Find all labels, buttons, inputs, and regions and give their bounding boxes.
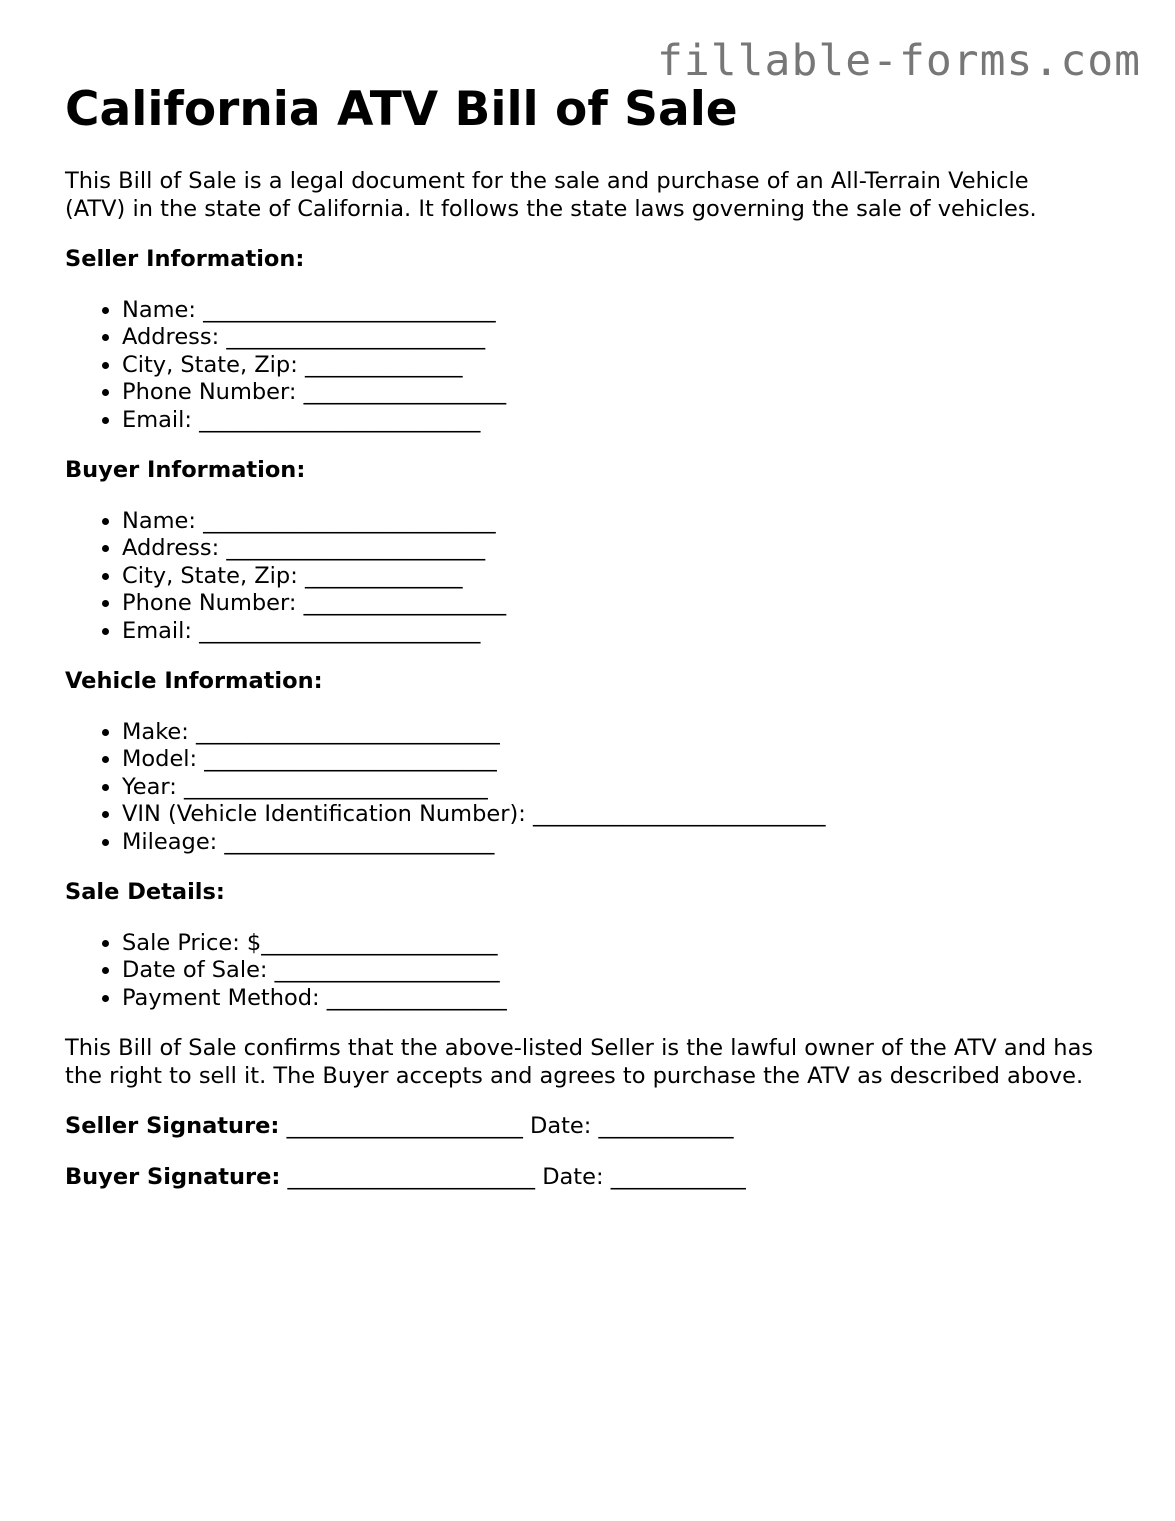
buyer-info-heading: Buyer Information: <box>65 457 306 483</box>
sale-details-heading: Sale Details: <box>65 879 225 905</box>
seller-address-field[interactable]: • Address: _______________________ <box>122 324 1145 352</box>
vehicle-vin-field[interactable]: • VIN (Vehicle Identification Number): __________________________ <box>122 801 1145 829</box>
document-body <box>65 82 1145 1191</box>
buyer-name-field[interactable]: • Name: __________________________ <box>122 508 1145 536</box>
buyer-info-list <box>65 508 1145 646</box>
seller-name-field[interactable]: • Name: __________________________ <box>122 297 1145 325</box>
seller-signature-blank[interactable]: _____________________ Date: ____________ <box>279 1113 734 1139</box>
seller-email-field[interactable]: • Email: _________________________ <box>122 407 1145 435</box>
buyer-address-field[interactable]: • Address: _______________________ <box>122 535 1145 563</box>
seller-phone-field[interactable]: • Phone Number: __________________ <box>122 379 1145 407</box>
vehicle-model-field[interactable]: • Model: __________________________ <box>122 746 1145 774</box>
buyer-signature-label: Buyer Signature: <box>65 1163 281 1190</box>
buyer-email-field[interactable]: • Email: _________________________ <box>122 618 1145 646</box>
seller-city-state-zip-field[interactable]: • City, State, Zip: ______________ <box>122 352 1145 380</box>
seller-signature-label: Seller Signature: <box>65 1113 280 1139</box>
buyer-city-state-zip-field[interactable]: • City, State, Zip: ______________ <box>122 563 1145 591</box>
payment-method-field[interactable]: • Payment Method: ________________ <box>122 985 1145 1013</box>
sale-date-field[interactable]: • Date of Sale: ____________________ <box>122 957 1145 985</box>
intro-paragraph: This Bill of Sale is a legal document for the sale and purchase of an All-Terrain Vehicle (ATV) in the state of California. It follows the state laws governing the sale of vehicles. <box>65 168 1037 222</box>
page-title: California ATV Bill of Sale <box>65 82 738 137</box>
buyer-signature-row[interactable] <box>65 1164 1145 1192</box>
vehicle-info-list <box>65 719 1145 857</box>
vehicle-year-field[interactable]: • Year: ___________________________ <box>122 774 1145 802</box>
vehicle-info-heading: Vehicle Information: <box>65 668 323 694</box>
sale-price-field[interactable]: • Sale Price: $_____________________ <box>122 930 1145 958</box>
watermark: fillable-forms.com <box>657 36 1141 86</box>
buyer-phone-field[interactable]: • Phone Number: __________________ <box>122 590 1145 618</box>
seller-info-heading: Seller Information: <box>65 246 305 272</box>
seller-signature-row[interactable] <box>65 1113 1145 1141</box>
closing-paragraph: This Bill of Sale confirms that the above-listed Seller is the lawful owner of the ATV and has the right to sell it. The Buyer accepts and agrees to purchase the ATV as described above. <box>65 1035 1094 1089</box>
vehicle-mileage-field[interactable]: • Mileage: ________________________ <box>122 829 1145 857</box>
seller-info-list <box>65 297 1145 435</box>
buyer-signature-blank[interactable]: ______________________ Date: ____________ <box>280 1163 746 1190</box>
vehicle-make-field[interactable]: • Make: ___________________________ <box>122 719 1145 747</box>
sale-details-list <box>65 930 1145 1013</box>
